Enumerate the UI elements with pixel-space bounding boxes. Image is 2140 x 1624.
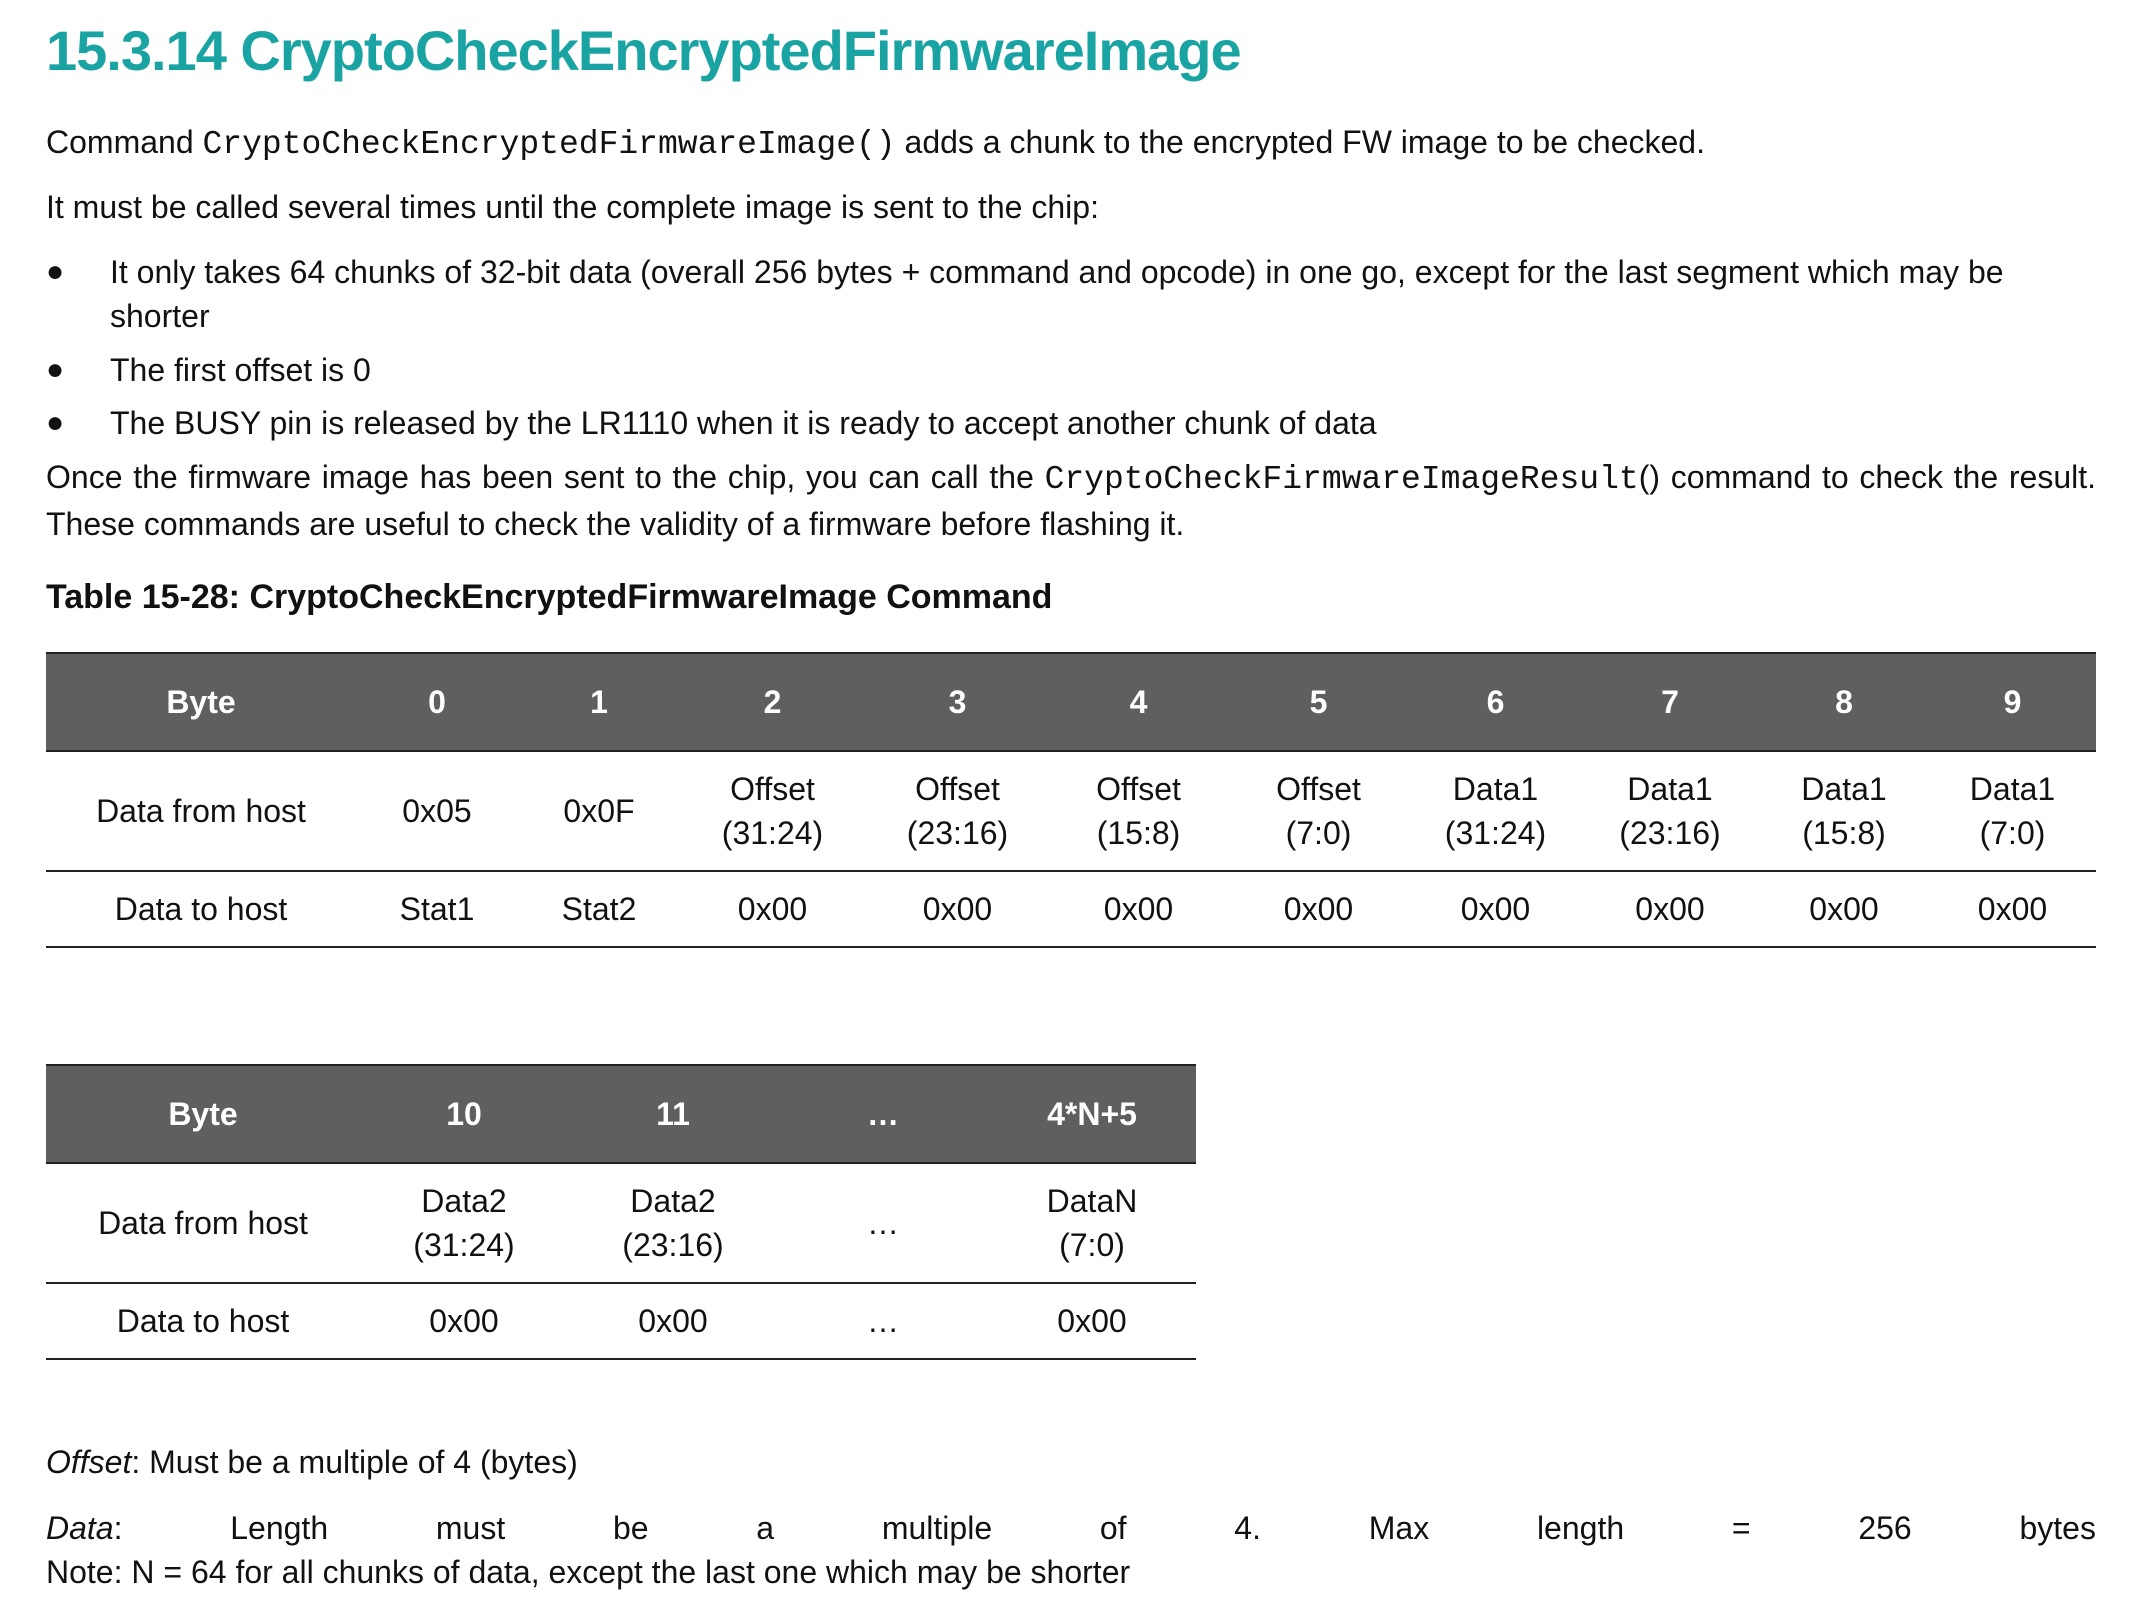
- header-cell: 0: [356, 653, 518, 751]
- table-cell: 0x00: [1227, 871, 1410, 947]
- header-cell: 11: [568, 1065, 778, 1163]
- bullet-text: The first offset is 0: [110, 352, 371, 388]
- result-prefix: Once the firmware image has been sent to the chip, you can call the: [46, 459, 1045, 495]
- table-cell: 0x00: [1929, 871, 2096, 947]
- header-cell: 4*N+5: [988, 1065, 1196, 1163]
- command-table-bytes-10-n: [46, 1064, 1196, 1360]
- table-cell: 0x00: [1050, 871, 1227, 947]
- table-cell: Data1 (31:24): [1410, 751, 1581, 871]
- table-cell: 0x00: [568, 1283, 778, 1359]
- row-label: Data to host: [46, 871, 356, 947]
- table-row: [46, 1163, 1196, 1283]
- table-cell: …: [778, 1283, 988, 1359]
- result-suffix: () command to check the result. These commands are useful to check the validity of a firmware before flashing it.: [46, 459, 2096, 542]
- data-word: bytes: [2019, 1510, 2096, 1546]
- data-word: =: [1731, 1510, 1751, 1546]
- command-table-bytes-0-9: [46, 652, 2096, 948]
- bullet-icon: ●: [46, 406, 65, 439]
- offset-note: [46, 1440, 578, 1484]
- table-cell: Offset (15:8): [1050, 751, 1227, 871]
- header-cell: …: [778, 1065, 988, 1163]
- table-cell: Offset (23:16): [865, 751, 1050, 871]
- row-label: Data from host: [46, 751, 356, 871]
- header-cell: 9: [1929, 653, 2096, 751]
- table-cell: Data1 (7:0): [1929, 751, 2096, 871]
- header-row: [46, 1065, 1196, 1163]
- table-cell: Data1 (23:16): [1581, 751, 1759, 871]
- table-cell: …: [778, 1163, 988, 1283]
- table-cell: 0x05: [356, 751, 518, 871]
- call-paragraph: It must be called several times until the complete image is sent to the chip:: [46, 189, 1099, 225]
- data-word: Length: [230, 1510, 329, 1546]
- table-cell: Data1 (15:8): [1759, 751, 1929, 871]
- data-note: [46, 1506, 2096, 1550]
- bullet-text: It only takes 64 chunks of 32-bit data (overall 256 bytes + command and opcode) in one go, except for the last segment which may be shorter: [110, 254, 2004, 334]
- header-row: [46, 653, 2096, 751]
- table-row: [46, 1283, 1196, 1359]
- header-cell: 2: [680, 653, 865, 751]
- offset-text: : Must be a multiple of 4 (bytes): [131, 1444, 578, 1480]
- table-row: [46, 871, 2096, 947]
- data-word: multiple: [881, 1510, 993, 1546]
- bullet-icon: ●: [46, 353, 65, 386]
- header-cell: Byte: [46, 653, 356, 751]
- table-cell: Offset (31:24): [680, 751, 865, 871]
- intro-prefix: Command: [46, 124, 203, 160]
- result-command: CryptoCheckFirmwareImageResult: [1044, 461, 1639, 498]
- data-word: 4.: [1234, 1510, 1261, 1546]
- section-heading: 15.3.14 CryptoCheckEncryptedFirmwareImage: [46, 19, 1241, 82]
- table-cell: 0x00: [360, 1283, 568, 1359]
- table-cell: Data2 (23:16): [568, 1163, 778, 1283]
- header-cell: 8: [1759, 653, 1929, 751]
- table-cell: DataN (7:0): [988, 1163, 1196, 1283]
- table-caption: Table 15-28: CryptoCheckEncryptedFirmwareImage Command: [46, 578, 1053, 616]
- data-word: must: [435, 1510, 506, 1546]
- header-cell: 4: [1050, 653, 1227, 751]
- table-cell: Stat2: [518, 871, 680, 947]
- table-cell: 0x00: [1581, 871, 1759, 947]
- offset-term: Offset: [46, 1444, 132, 1480]
- table-row: [46, 751, 2096, 871]
- table-cell: Data2 (31:24): [360, 1163, 568, 1283]
- header-cell: 1: [518, 653, 680, 751]
- table-cell: 0x0F: [518, 751, 680, 871]
- table-cell: 0x00: [865, 871, 1050, 947]
- header-cell: 5: [1227, 653, 1410, 751]
- result-paragraph: [46, 455, 2096, 546]
- intro-command: CryptoCheckEncryptedFirmwareImage(): [202, 126, 896, 163]
- table-cell: Offset (7:0): [1227, 751, 1410, 871]
- data-word: Max: [1368, 1510, 1430, 1546]
- intro-paragraph: [46, 120, 1705, 167]
- chunk-note: Note: N = 64 for all chunks of data, except the last one which may be shorter: [46, 1554, 1131, 1590]
- header-cell: 10: [360, 1065, 568, 1163]
- header-cell: Byte: [46, 1065, 360, 1163]
- row-label: Data from host: [46, 1163, 360, 1283]
- table-cell: 0x00: [1410, 871, 1581, 947]
- header-cell: 6: [1410, 653, 1581, 751]
- header-cell: 7: [1581, 653, 1759, 751]
- data-word: of: [1099, 1510, 1127, 1546]
- data-word: 256: [1858, 1510, 1912, 1546]
- bullet-text: The BUSY pin is released by the LR1110 when it is ready to accept another chunk of data: [110, 405, 1377, 441]
- table-cell: 0x00: [1759, 871, 1929, 947]
- data-word: be: [612, 1510, 649, 1546]
- table-cell: 0x00: [988, 1283, 1196, 1359]
- intro-suffix: adds a chunk to the encrypted FW image to be checked.: [895, 124, 1705, 160]
- bullet-icon: ●: [46, 255, 65, 288]
- table-cell: Stat1: [356, 871, 518, 947]
- data-word: a: [756, 1510, 775, 1546]
- data-word: Data:: [46, 1510, 123, 1546]
- header-cell: 3: [865, 653, 1050, 751]
- data-word: length: [1536, 1510, 1625, 1546]
- row-label: Data to host: [46, 1283, 360, 1359]
- table-cell: 0x00: [680, 871, 865, 947]
